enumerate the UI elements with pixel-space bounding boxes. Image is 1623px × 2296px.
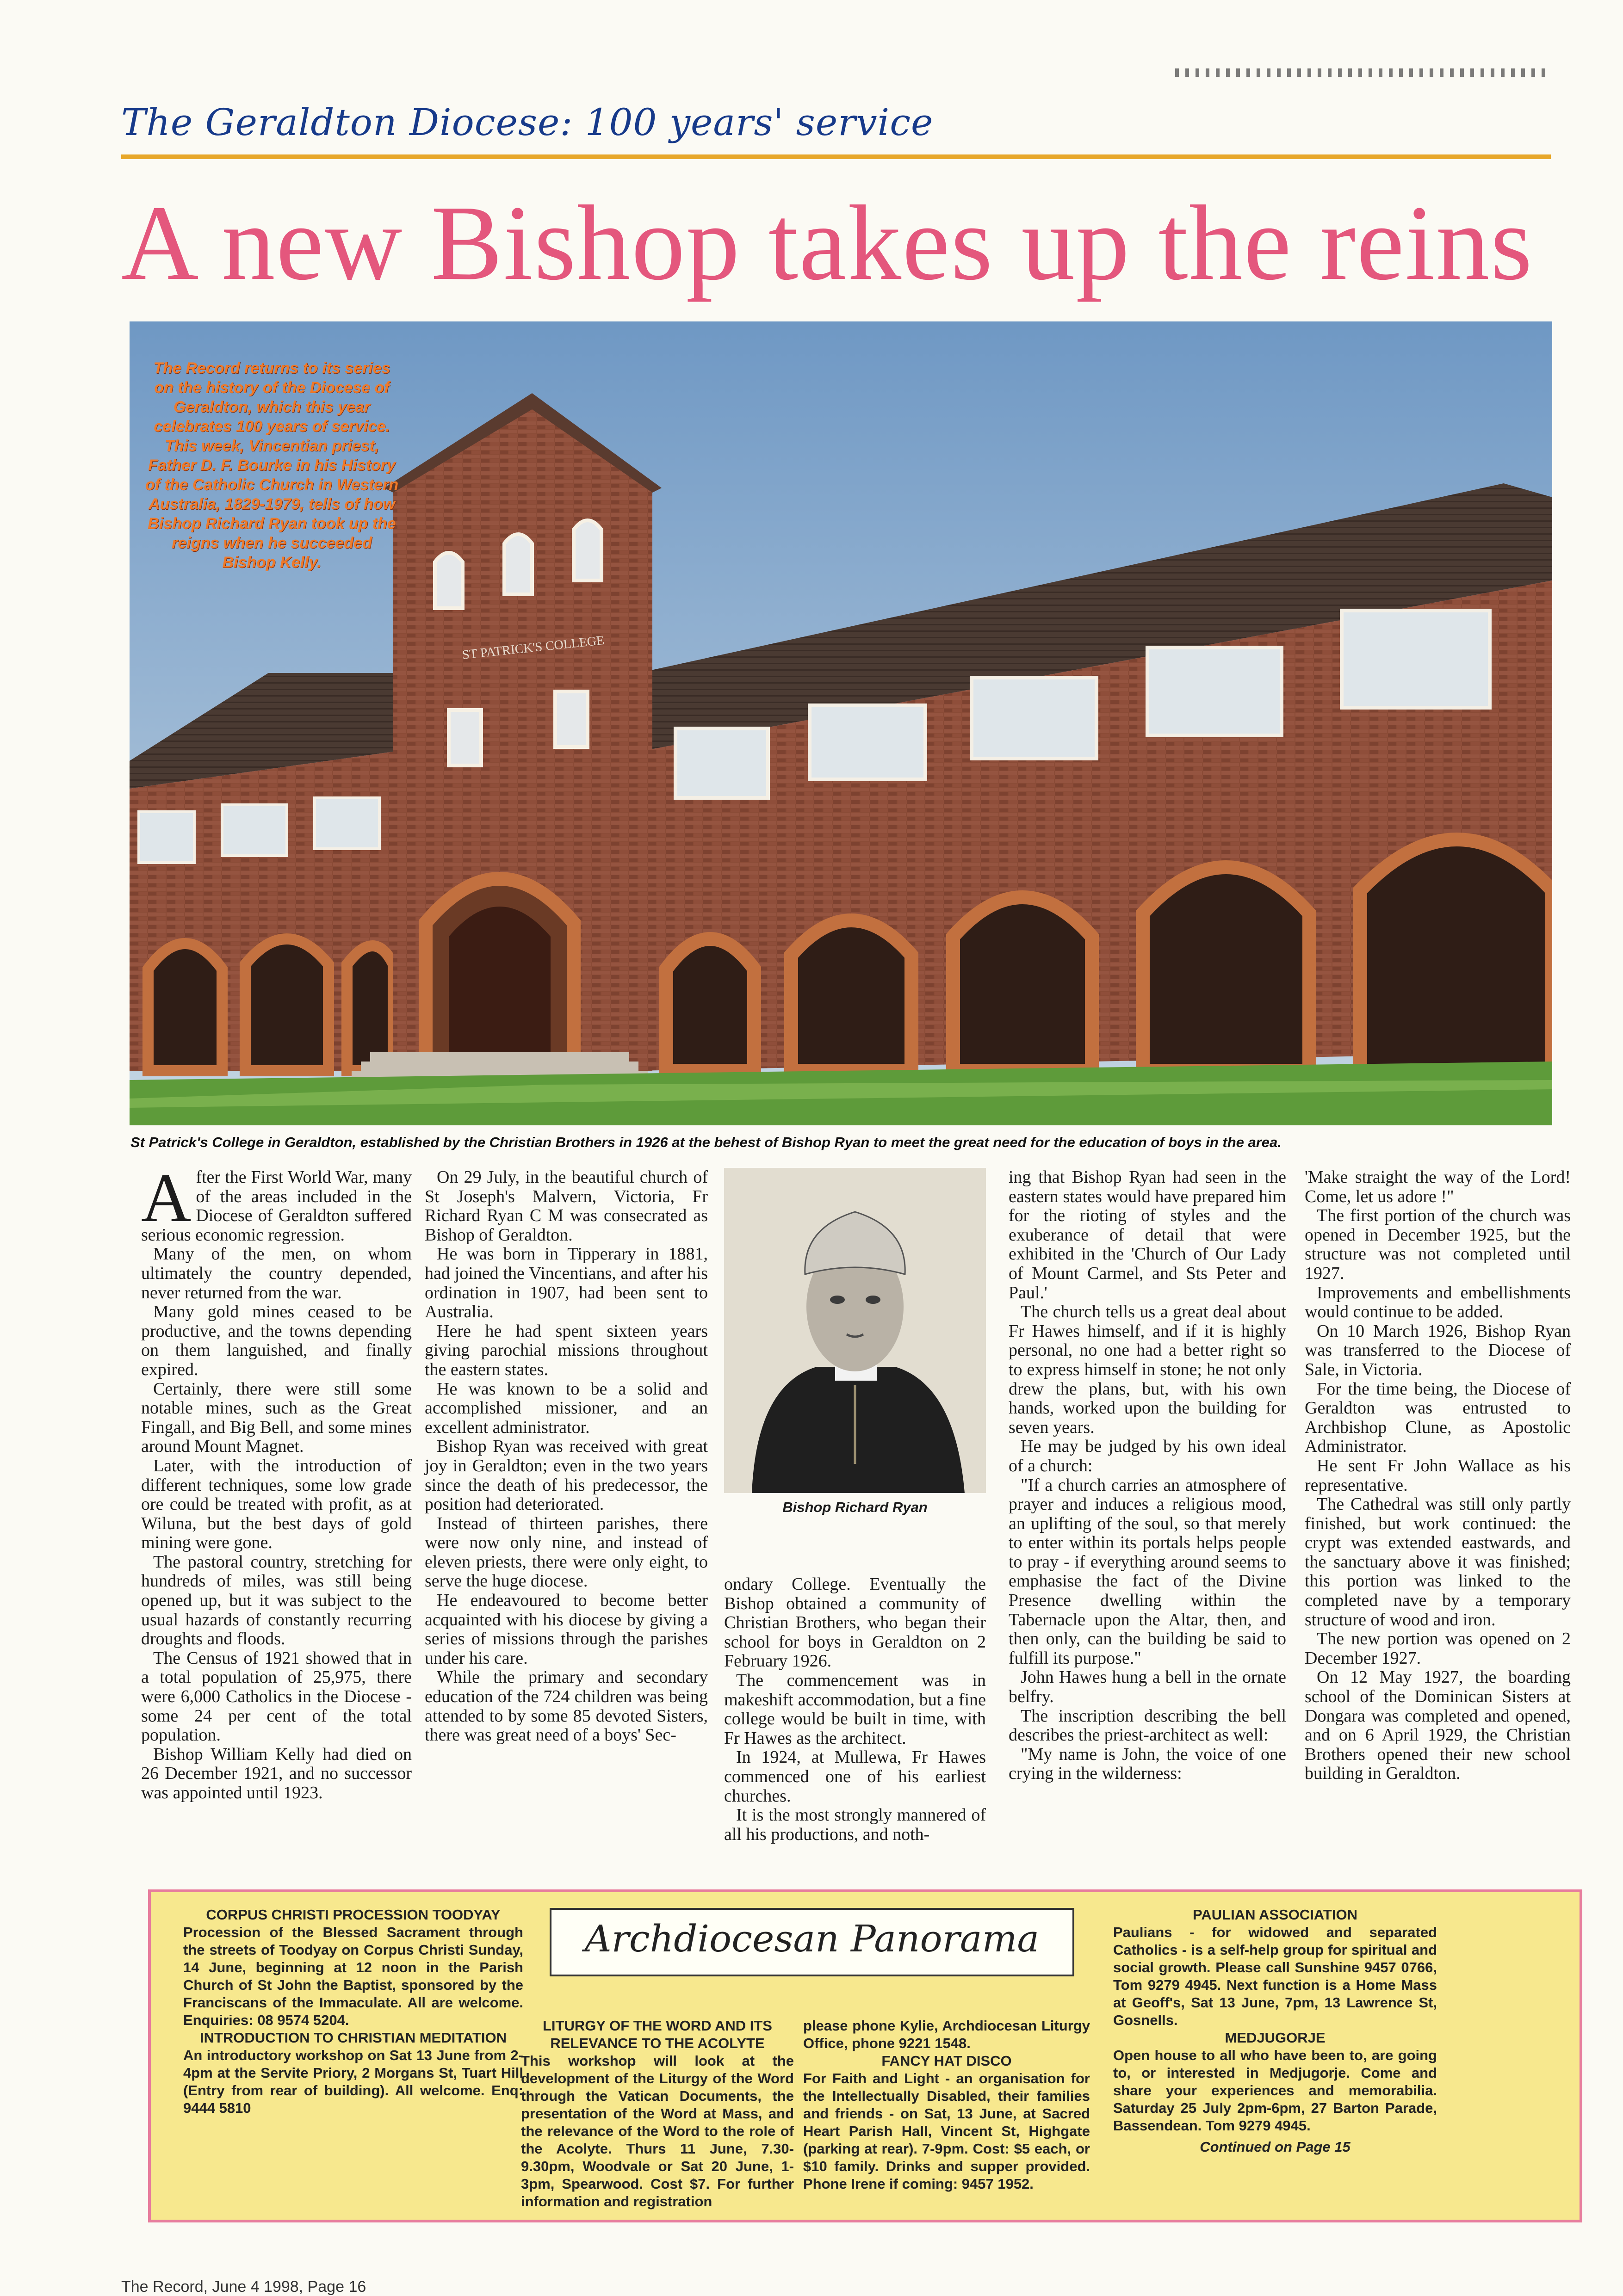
liturgy-continued: please phone Kylie, Archdiocesan Liturgy Office, phone 9221 1548. [803,2018,1090,2051]
medjugorje-body: Open house to all who have been to, are going to, or interested in Medjugorje. Come and share your experiences and memorabilia. Saturday 25 July 2pm-6pm, 27 Barton Parade, Bassendean. Tom 9279 4945. [1113,2047,1437,2134]
panorama-column-left [183,1906,523,2117]
article-column-1 [141,1160,412,1803]
panorama-title-box [550,1908,1074,1976]
article-paragraph: The new portion was opened on 2 December 1927. [1305,1629,1571,1668]
article-paragraph: The pastoral country, stretching for hundreds of miles, was still being opened up, but it was subject to the usual hazards of constantly recurring droughts and floods. [141,1552,412,1649]
decorative-dot-strip [1175,68,1548,77]
panorama-column-fancyhat [803,2017,1090,2193]
article-paragraph: Bishop Ryan was received with great joy in Geraldton; even in the two years since the death of his predecessor, the position had deteriorated. [425,1437,708,1514]
page-footer: The Record, June 4 1998, Page 16 [121,2278,366,2296]
section-kicker: The Geraldton Diocese: 100 years' service [121,101,934,144]
photo-caption: St Patrick's College in Geraldton, established by the Christian Brothers in 1926 at the behest of Bishop Ryan to meet the great need for the education of boys in the area. [130,1134,1282,1150]
article-paragraph: ondary College. Eventually the Bishop obtained a community of Christian Brothers, who began their school for boys in Geraldton on 2 February 1926. [724,1574,986,1671]
article-paragraph: The Cathedral was still only partly finished, but work continued: the crypt was extended eastwards, and the sanctuary above it was finished; this portion was linked to the completed nave by a temporary structure of wood and iron. [1305,1494,1571,1629]
article-paragraph: Here he had spent sixteen years giving parochial missions throughout the eastern states. [425,1321,708,1379]
article-paragraph: Certainly, there were still some notable mines, such as the Great Fingall, and Big Bell, and some mines around Mount Magnet. [141,1379,412,1457]
corpus-christi-body: Procession of the Blessed Sacrament through the streets of Toodyay on Corpus Christi Sunday, 14 June, beginning at 12 noon in the Parish Church of St John the Baptist, sponsored by the Franciscans of the Immaculate. All are welcome. Enquiries: 08 9574 5204. [183,1924,523,2028]
standfirst: The Record returns to its series on the history of the Diocese of Geraldton, which this year celebrates 100 years of service. This week, Vincentian priest, Father D. F. Bourke in his History of the Catholic Church in Western Australia, 1829-1979, tells of how Bishop Richard Ryan took up the reigns when he succeeded Bishop Kelly. [145,359,399,571]
article-paragraph: The Census of 1921 showed that in a total population of 25,975, there were 6,000 Catholics in the Diocese - some 24 per cent of the total population. [141,1648,412,1745]
article-paragraph: "If a church carries an atmosphere of prayer and induces a religious mood, an uplifting of the soul, so that merely to enter within its portals helps people to pray - if everything around seems to emphasise the fact of the Divine Presence dwelling within the Tabernacle upon the Altar, then, and then only, can the building be said to fulfill its purpose." [1009,1475,1286,1668]
article-paragraph: Instead of thirteen parishes, there were now only nine, and instead of eleven priests, there were only eight, to serve the huge diocese. [425,1513,708,1591]
article-paragraph: On 10 March 1926, Bishop Ryan was transferred to the Diocese of Sale, in Victoria. [1305,1321,1571,1379]
fancy-hat-heading: FANCY HAT DISCO [881,2053,1012,2069]
article-column-4 [1009,1168,1286,1784]
article-paragraph: On 29 July, in the beautiful church of St Joseph's Malvern, Victoria, Fr Richard Ryan C M was consecrated as Bishop of Geraldton. [425,1167,708,1245]
article-paragraph: He was born in Tipperary in 1881, had joined the Vincentians, and after his ordination in 1907, had been sent to Australia. [425,1244,708,1322]
portrait-caption: Bishop Richard Ryan [782,1499,928,1515]
article-paragraph: Many gold mines ceased to be productive, and the towns depending on them languished, and finally expired. [141,1302,412,1379]
article-paragraph: For the time being, the Diocese of Geraldton was entrusted to Archbishop Clune, as Apostolic Administrator. [1305,1379,1571,1457]
article-column-3 [724,1575,986,1844]
panorama-title: Archdiocesan Panorama [584,1917,1040,1960]
fancy-hat-body: For Faith and Light - an organisation for the Intellectually Disabled, their families and friends - on Sat, 13 June, at Sacred Heart Parish Hall, Vincent St, Highgate (parking at rear). 7-9pm. Cost: $5 each, or $10 family. Drinks and supper provided. Phone Irene if coming: 9457 1952. [803,2070,1090,2192]
panorama-box [148,1889,1582,2222]
liturgy-body: This workshop will look at the development of the Liturgy of the Word through the Vatican Documents, the presentation of the Word at Mass, and the relevance of the Word to the role of the Acolyte. Thurs 11 June, 7.30-9.30pm, Woodvale or Sat 20 June, 1-3pm, Spearwood. Cost $7. For further information and registration [521,2053,794,2210]
meditation-body: An introductory workshop on Sat 13 June from 2-4pm at the Servite Priory, 2 Morgans St, Tuart Hill (Entry from rear of building). All welcome. Enq: 9444 5810 [183,2047,523,2116]
meditation-heading: INTRODUCTION TO CHRISTIAN MEDITATION [199,2030,507,2046]
article-paragraph: The commencement was in makeshift accommodation, but a fine college would be built in time, with Fr Hawes as the architect. [724,1670,986,1748]
article-paragraph: In 1924, at Mullewa, Fr Hawes commenced one of his earliest churches. [724,1747,986,1806]
headline: A new Bishop takes up the reins [121,184,1533,302]
article-paragraph: John Hawes hung a bell in the ornate belfry. [1009,1667,1286,1707]
article-paragraph: It is the most strongly mannered of all his productions, and noth- [724,1805,986,1844]
article-paragraph: Bishop William Kelly had died on 26 December 1921, and no successor was appointed until 1923. [141,1744,412,1802]
portrait-block [724,1168,986,1526]
kicker-rule [121,154,1551,159]
article-paragraph: The church tells us a great deal about Fr Hawes himself, and if it is highly personal, no one had a better right so to express himself in stone; he not only drew the plans, but, with his own hands, worked upon the building for seven years. [1009,1302,1286,1437]
article-paragraph: Improvements and embellishments would continue to be added. [1305,1283,1571,1322]
article-paragraph: On 12 May 1927, the boarding school of the Dominican Sisters at Dongara was completed and opened, and on 6 April 1929, the Christian Brothers opened their new school building in Geraldton. [1305,1667,1571,1784]
article-paragraph: ing that Bishop Ryan had seen in the eastern states would have prepared him for the rioting of styles and the exuberance of detail that were exhibited in the 'Church of Our Lady of Mount Carmel, and Sts Peter and Paul.' [1009,1167,1286,1302]
article-paragraph: He endeavoured to become better acquainted with his diocese by giving a series of missions through the parishes under his care. [425,1591,708,1668]
panorama-column-liturgy [521,2017,794,2210]
article-column-5 [1305,1168,1571,1784]
article-column-2 [425,1168,708,1745]
paulian-heading: PAULIAN ASSOCIATION [1193,1907,1357,1923]
liturgy-heading: LITURGY OF THE WORD AND ITS RELEVANCE TO THE ACOLYTE [543,2018,772,2051]
article-paragraph: While the primary and secondary education of the 724 children was being attended to by some 85 devoted Sisters, there was great need of a boys' Sec- [425,1667,708,1745]
article-paragraph: Later, with the introduction of different techniques, some low grade ore could be treated with profit, as at Wiluna, but the best days of gold mining were gone. [141,1456,412,1553]
article-paragraph: fter the First World War, many of the areas included in the Diocese of Geraldton suffered serious economic regression. [141,1167,412,1245]
article-paragraph: The inscription describing the bell describes the priest-architect as well: [1009,1706,1286,1745]
continued-link[interactable]: Continued on Page 15 [1200,2139,1350,2155]
article-paragraph: "My name is John, the voice of one crying in the wilderness: [1009,1744,1286,1784]
article-paragraph: Many of the men, on whom ultimately the country depended, never returned from the war. [141,1244,412,1302]
article-paragraph: He sent Fr John Wallace as his representative. [1305,1456,1571,1495]
medjugorje-heading: MEDJUGORJE [1225,2030,1326,2046]
drop-cap: A [141,1160,192,1236]
panorama-column-right [1113,1906,1437,2156]
paulian-body: Paulians - for widowed and separated Catholics - is a self-help group for spiritual and social growth. Please call Sunshine 9457 0766, Tom 9279 4945. Next function is a Home Mass at Geoff's, Sat 13 June, 7pm, 13 Lawrence St, Gosnells. [1113,1924,1437,2028]
bishop-portrait [724,1168,986,1493]
article-paragraph: He was known to be a solid and accomplished missioner, and an excellent administrator. [425,1379,708,1437]
article-paragraph: The first portion of the church was opened in December 1925, but the structure was not completed until 1927. [1305,1206,1571,1283]
corpus-christi-heading: CORPUS CHRISTI PROCESSION TOODYAY [206,1907,501,1923]
article-paragraph: He may be judged by his own ideal of a church: [1009,1437,1286,1475]
college-signage: ST PATRICK'S COLLEGE [461,633,605,662]
article-paragraph: 'Make straight the way of the Lord! Come, let us adore !" [1305,1167,1571,1206]
